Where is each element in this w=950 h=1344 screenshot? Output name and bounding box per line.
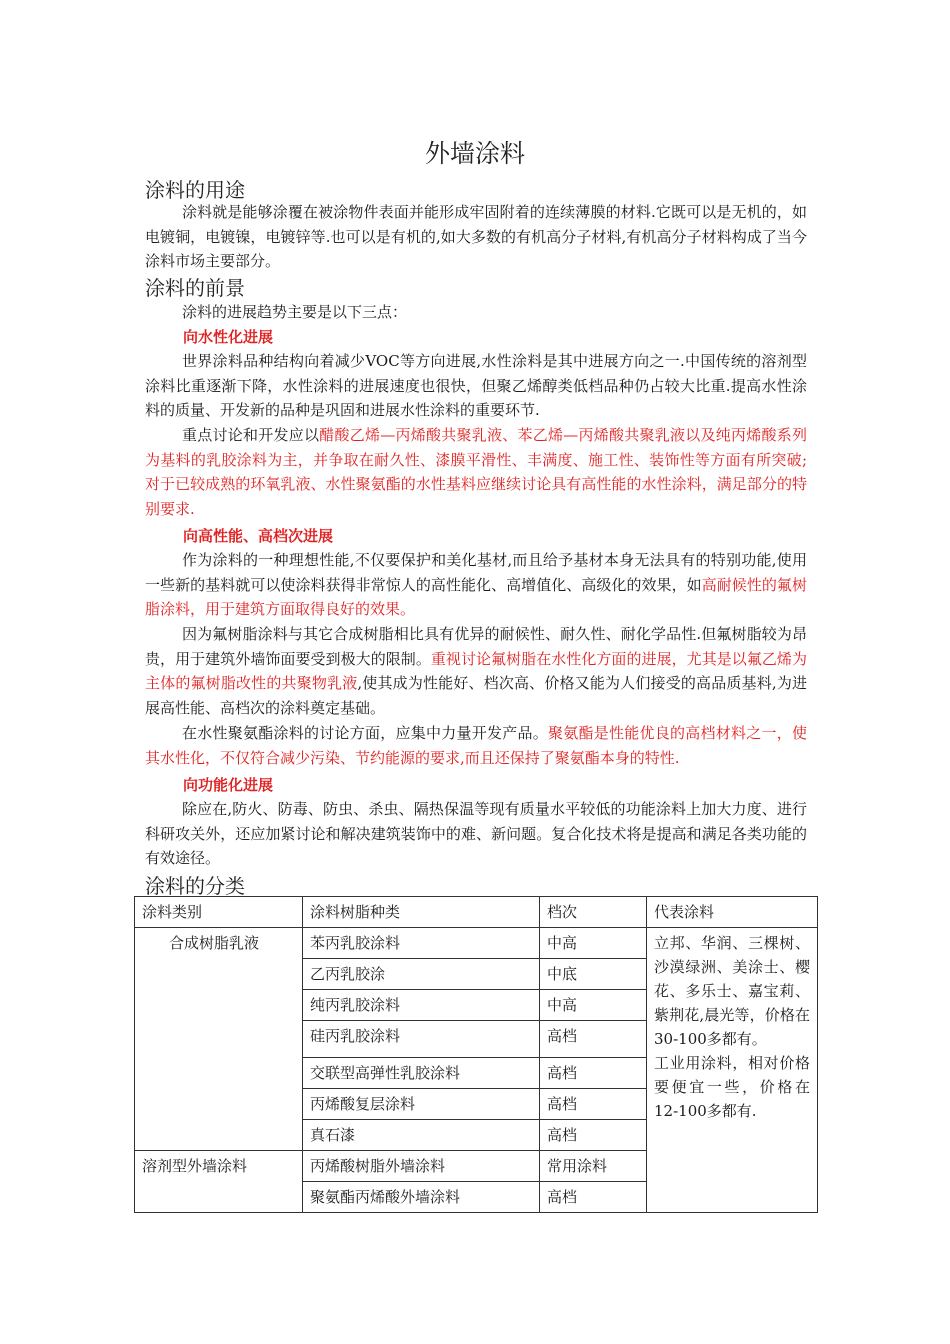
representative-brands: 立邦、华润、三棵树、沙漠绿洲、美涂士、樱花、多乐士、嘉宝莉、紫荆花,晨光等，价格在30-100多都有。 — [654, 934, 810, 1048]
prospect-intro: 涂料的进展趋势主要是以下三点： — [182, 303, 408, 321]
subheading-high-performance: 向高性能、高档次进展 — [183, 527, 334, 545]
table-row — [135, 928, 818, 959]
heading-prospect: 涂料的前景 — [145, 276, 245, 300]
heading-classification: 涂料的分类 — [145, 874, 245, 898]
resin-cell: 硅丙乳胶涂料 — [303, 1021, 540, 1058]
text-run: ,使其成为性能好、档次高、价格又能为人们接受的高品质基料,为进展高性能、高档次的涂料奠定基础。 — [145, 674, 807, 717]
resin-cell: 真石漆 — [303, 1120, 540, 1151]
table-header-row — [135, 897, 818, 928]
grade-cell: 高档 — [540, 1120, 647, 1151]
waterborne-paragraph-1: 世界涂料品种结构向着减少VOC等方向进展,水性涂料是其中进展方向之一.中国传统的溶剂型涂料比重逐渐下降，水性涂料的进展速度也很快，但聚乙烯醇类低档品种仍占较大比重.提高水性涂料的质量、开发新的品种是巩固和进展水性涂料的重要环节. — [145, 352, 807, 419]
usage-paragraph: 涂料就是能够涂覆在被涂物件表面并能形成牢固附着的连续薄膜的材料.它既可以是无机的，如电镀铜，电镀镍，电镀锌等.也可以是有机的,如大多数的有机高分子材料,有机高分子材料构成了当今涂料市场主要部分。 — [145, 203, 807, 270]
subheading-waterborne: 向水性化进展 — [183, 328, 274, 346]
representative-industrial: 工业用涂料，相对价格要便宜一些，价格在12-100多都有. — [654, 1054, 810, 1120]
grade-cell: 常用涂料 — [540, 1151, 647, 1182]
resin-cell: 聚氨酯丙烯酸外墙涂料 — [303, 1182, 540, 1213]
grade-cell: 高档 — [540, 1089, 647, 1120]
resin-cell: 交联型高弹性乳胶涂料 — [303, 1058, 540, 1089]
resin-cell: 苯丙乳胶涂料 — [303, 928, 540, 959]
table-header-cell: 涂料树脂种类 — [303, 897, 540, 928]
high-performance-paragraph-1 — [145, 548, 807, 622]
highlighted-text: 醋酸乙烯—丙烯酸共聚乳液、苯乙烯—丙烯酸共聚乳液以及纯丙烯酸系列为基料的乳胶涂料为主，并争取在耐久性、漆膜平滑性、丰满度、施工性、装饰性等方面有所突破;对于已较成熟的环氧乳液、水性聚氨酯的水性基料应继续讨论具有高性能的水性涂料，满足部分的特别要求. — [145, 426, 807, 518]
grade-cell: 中高 — [540, 990, 647, 1021]
grade-cell: 中底 — [540, 959, 647, 990]
text-run: 因为氟树脂涂料与其它合成树脂相比具有优异的耐候性、耐久性、耐化学品性.但氟树脂较为昂贵，用于建筑外墙饰面要受到极大的限制。 — [145, 625, 807, 668]
category-cell: 溶剂型外墙涂料 — [135, 1151, 303, 1213]
category-cell: 合成树脂乳液 — [135, 928, 303, 1151]
representative-cell — [647, 928, 818, 1213]
highlighted-text: 高耐候性的氟树脂涂料，用于建筑方面取得良好的效果。 — [145, 575, 807, 618]
highlighted-text: 聚氨酯是性能优良的高档材料之一，使其水性化，不仅符合减少污染、节约能源的要求,而且还保持了聚氨酯本身的特性. — [145, 724, 807, 767]
grade-cell: 高档 — [540, 1182, 647, 1213]
classification-table — [134, 896, 818, 1213]
table-header-cell: 涂料类别 — [135, 897, 303, 928]
high-performance-paragraph-3 — [145, 721, 807, 770]
text-run: 在水性聚氨酯涂料的讨论方面，应集中力量开发产品。 — [182, 724, 548, 742]
highlighted-text: 重视讨论氟树脂在水性化方面的进展，尤其是以氟乙烯为主体的氟树脂改性的共聚物乳液 — [145, 649, 807, 692]
table-header-cell: 档次 — [540, 897, 647, 928]
table-header-cell: 代表涂料 — [647, 897, 818, 928]
subheading-functional: 向功能化进展 — [183, 776, 274, 794]
resin-cell: 丙烯酸复层涂料 — [303, 1089, 540, 1120]
grade-cell: 中高 — [540, 928, 647, 959]
text-run: 重点讨论和开发应以 — [182, 426, 320, 444]
grade-cell: 高档 — [540, 1058, 647, 1089]
text-run: 作为涂料的一种理想性能,不仅要保护和美化基材,而且给予基材本身无法具有的特别功能,使用一些新的基料就可以使涂料获得非常惊人的高性能化、高增值化、高级化的效果，如 — [145, 551, 807, 594]
grade-cell: 高档 — [540, 1021, 647, 1058]
page-title: 外墙涂料 — [424, 139, 525, 168]
resin-cell: 丙烯酸树脂外墙涂料 — [303, 1151, 540, 1182]
functional-paragraph: 除应在,防火、防毒、防虫、杀虫、隔热保温等现有质量水平较低的功能涂料上加大力度、进行科研攻关外，还应加紧讨论和解决建筑装饰中的难、新问题。复合化技术将是提高和满足各类功能的有效途径。 — [145, 800, 807, 867]
resin-cell: 纯丙乳胶涂料 — [303, 990, 540, 1021]
resin-cell: 乙丙乳胶涂 — [303, 959, 540, 990]
waterborne-paragraph-2 — [145, 423, 807, 521]
heading-usage: 涂料的用途 — [145, 178, 245, 202]
high-performance-paragraph-2 — [145, 622, 807, 720]
